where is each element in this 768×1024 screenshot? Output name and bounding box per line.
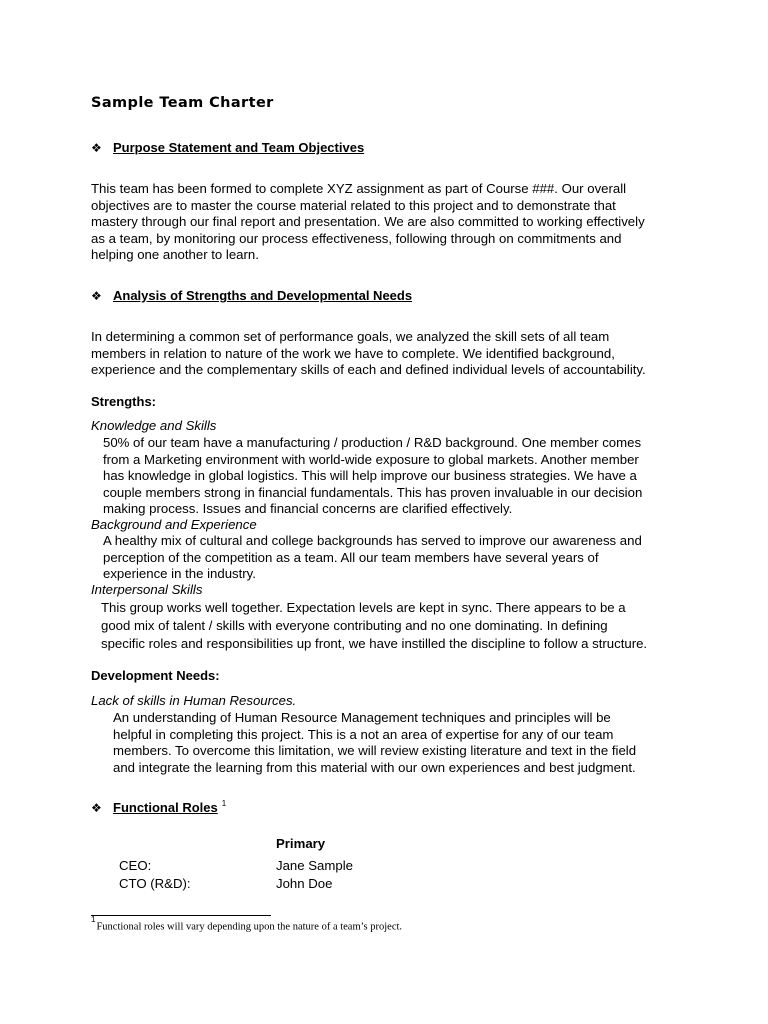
paragraph-line: making process. Issues and financial concerns are clarified effectively. — [103, 501, 513, 516]
purpose-paragraph — [91, 181, 691, 264]
interpersonal-skills-label: Interpersonal Skills — [91, 582, 203, 597]
paragraph-line: couple members strong in financial fundamentals. This has proven invaluable in our decision — [103, 484, 643, 500]
interpersonal-skills-text — [101, 599, 647, 653]
section-heading-text: Functional Roles — [113, 800, 218, 815]
paragraph-line: has knowledge in global logistics. This will help improve our business strategies. We have a — [103, 468, 637, 483]
footnote-separator — [91, 915, 271, 916]
footnote-number: 1 — [91, 915, 96, 924]
paragraph-line: 50% of our team have a manufacturing / production / R&D background. One member comes — [103, 435, 642, 450]
primary-column-header: Primary — [276, 836, 326, 851]
section-heading-text: Purpose Statement and Team Objectives — [113, 140, 365, 155]
hr-skills-text — [113, 710, 636, 776]
paragraph-line: In determining a common set of performance goals, we analyzed the skill sets of all team — [91, 329, 610, 344]
paragraph-line: perception of the competition as a team. All our team members have several years of — [103, 549, 599, 565]
footnote-text: Functional roles will vary depending upon the nature of a team’s project. — [96, 921, 403, 933]
role-holder-name: Jane Sample — [276, 858, 353, 873]
paragraph-line: and integrate the learning from this material with our own experiences and best judgment. — [113, 759, 636, 775]
footnote-reference: 1 — [221, 799, 227, 808]
paragraph-line: experience in the industry. — [103, 566, 256, 581]
paragraph-line: good mix of talent / skills with everyone contributing and no one dominating. In defining — [101, 618, 608, 633]
diamond-bullet-icon: ❖ — [91, 800, 102, 815]
document-title: Sample Team Charter — [91, 95, 274, 111]
paragraph-line: This team has been formed to complete XYZ assignment as part of Course ###. Our overall — [91, 181, 627, 196]
paragraph-line: as a team, by monitoring our process effectiveness, following through on commitments and — [91, 230, 622, 246]
paragraph-line: An understanding of Human Resource Management techniques and principles will be — [113, 710, 611, 725]
strengths-heading: Strengths: — [91, 394, 156, 409]
development-needs-heading: Development Needs: — [91, 668, 220, 683]
background-experience-text — [103, 533, 642, 583]
paragraph-line: mastery through our final report and presentation. We are also committed to working effectively — [91, 214, 645, 229]
section-heading-purpose — [91, 140, 364, 155]
paragraph-line: objectives are to master the course material related to this project and to demonstrate that — [91, 197, 616, 213]
paragraph-line: specific roles and responsibilities up front, we have instilled the discipline to follow a structure. — [101, 636, 648, 651]
diamond-bullet-icon: ❖ — [91, 140, 102, 155]
role-title: CEO: — [119, 858, 152, 873]
paragraph-line: This group works well together. Expectation levels are kept in sync. There appears to be a — [101, 600, 626, 615]
paragraph-line: helpful in completing this project. This is a not an area of expertise for any of our team — [113, 726, 614, 742]
diamond-bullet-icon: ❖ — [91, 288, 102, 303]
knowledge-skills-label: Knowledge and Skills — [91, 418, 217, 433]
footnote — [91, 915, 403, 933]
section-heading-analysis — [91, 288, 412, 303]
section-heading-roles — [91, 800, 226, 815]
role-title: CTO (R&D): — [119, 876, 191, 891]
paragraph-line: members in relation to nature of the work we have to complete. We identified background, — [91, 345, 615, 361]
knowledge-skills-text — [103, 435, 642, 518]
section-heading-text: Analysis of Strengths and Developmental Needs — [113, 288, 413, 303]
paragraph-line: from a Marketing environment with world-wide exposure to global markets. Another member — [103, 451, 639, 467]
role-holder-name: John Doe — [276, 876, 333, 891]
analysis-paragraph — [91, 329, 691, 379]
paragraph-line: members. To overcome this limitation, we will review existing literature and text in the field — [113, 743, 637, 758]
paragraph-line: helping one another to learn. — [91, 247, 259, 262]
hr-skills-label: Lack of skills in Human Resources. — [91, 693, 297, 708]
paragraph-line: experience and the complementary skills of each and defined individual levels of accountability. — [91, 362, 646, 377]
background-experience-label: Background and Experience — [91, 517, 257, 532]
paragraph-line: A healthy mix of cultural and college backgrounds has served to improve our awareness and — [103, 533, 642, 548]
